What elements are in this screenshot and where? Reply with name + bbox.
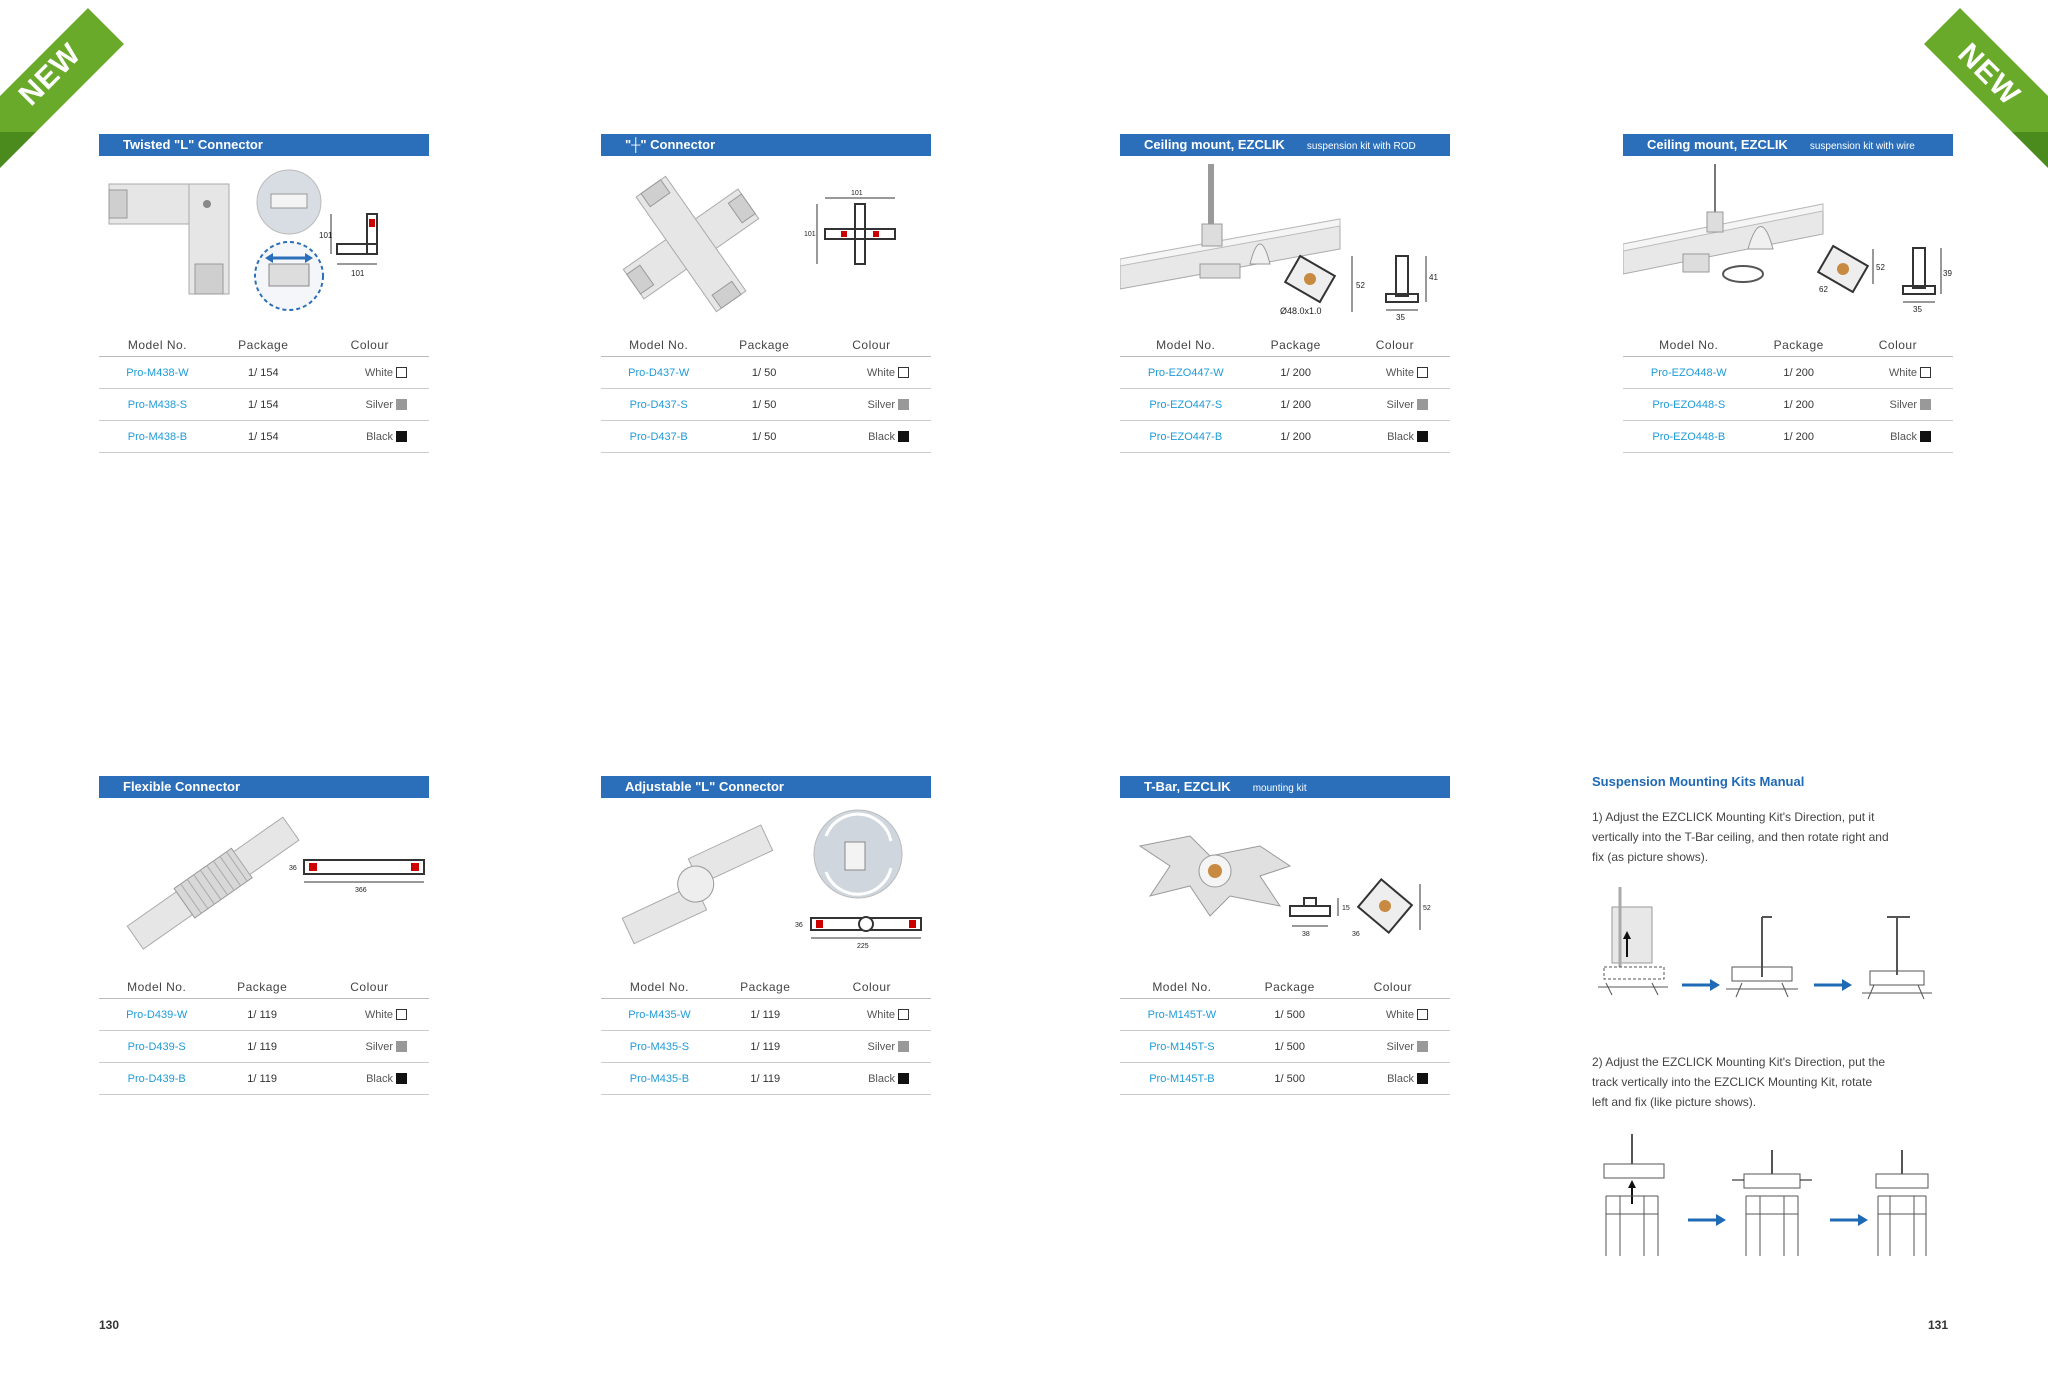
colour-label: Black [366, 430, 393, 443]
step-1-illustration [1592, 887, 1952, 1017]
product-title: Ceiling mount, EZCLIK [1647, 137, 1788, 152]
step-line: vertically into the T-Bar ceiling, and then rotate right and [1592, 830, 1889, 844]
model-no: Pro-D439-B [99, 1063, 214, 1095]
model-no: Pro-M438-B [99, 421, 216, 453]
table-row [1623, 357, 1953, 389]
step-line: 1) Adjust the EZCLICK Mounting Kit's Direction, put it [1592, 810, 1875, 824]
colour-cell [311, 357, 429, 389]
colour-swatch [396, 1009, 407, 1020]
dim-label: 52 [1423, 905, 1431, 912]
table-header [99, 976, 429, 999]
colour-swatch [1417, 1009, 1428, 1020]
colour-cell [310, 1063, 429, 1095]
product-title: Ceiling mount, EZCLIK [1144, 137, 1285, 152]
model-no: Pro-M435-B [601, 1063, 718, 1095]
colour-swatch [1417, 1073, 1428, 1084]
dim-label: 36 [289, 865, 297, 872]
model-no: Pro-EZO447-S [1120, 389, 1252, 421]
model-no: Pro-M435-S [601, 1031, 718, 1063]
model-header: Model No. [1120, 976, 1244, 999]
table-header [601, 334, 931, 357]
table-row [601, 421, 931, 453]
product-title: Twisted "L" Connector [123, 137, 263, 152]
product-table [601, 334, 931, 453]
model-no: Pro-D439-W [99, 999, 214, 1031]
product-subtitle: suspension kit with ROD [1306, 141, 1416, 152]
model-no: Pro-D439-S [99, 1031, 214, 1063]
table-row [99, 421, 429, 453]
colour-swatch [1417, 1041, 1428, 1052]
dim-label: 101 [851, 190, 863, 197]
dim-label: 101 [351, 269, 365, 278]
package: 1/ 200 [1755, 389, 1843, 421]
table-row [601, 357, 931, 389]
package-header: Package [1755, 334, 1843, 357]
package: 1/ 154 [216, 421, 311, 453]
model-no: Pro-M438-S [99, 389, 216, 421]
colour-swatch [898, 1073, 909, 1084]
colour-swatch [898, 1009, 909, 1020]
colour-swatch [1417, 399, 1428, 410]
model-no: Pro-M438-W [99, 357, 216, 389]
colour-label: White [1888, 366, 1917, 379]
table-row [1120, 357, 1450, 389]
model-no: Pro-EZO448-S [1623, 389, 1755, 421]
colour-label: Black [1890, 430, 1917, 443]
colour-header: Colour [813, 976, 931, 999]
table-row [1120, 421, 1450, 453]
model-header: Model No. [1120, 334, 1252, 357]
colour-swatch [396, 1073, 407, 1084]
model-no: Pro-D437-S [601, 389, 716, 421]
model-header: Model No. [601, 976, 718, 999]
dim-label: 52 [1356, 281, 1365, 290]
package-header: Package [718, 976, 813, 999]
package: 1/ 154 [216, 389, 311, 421]
table-row [1623, 421, 1953, 453]
colour-swatch [1920, 399, 1931, 410]
colour-label: White [866, 1008, 895, 1021]
product-title-bar [1120, 134, 1450, 156]
table-row [601, 389, 931, 421]
page-number-right: 131 [1928, 1318, 1949, 1332]
product-title: T-Bar, EZCLIK [1144, 779, 1231, 794]
package: 1/ 200 [1252, 389, 1340, 421]
colour-swatch [396, 399, 407, 410]
page-number-left: 130 [99, 1318, 120, 1332]
model-header: Model No. [99, 334, 216, 357]
colour-swatch [1920, 367, 1931, 378]
product-title-bar [601, 134, 931, 156]
colour-swatch [1417, 367, 1428, 378]
colour-cell [1843, 421, 1953, 453]
dim-label: 225 [857, 943, 869, 950]
colour-cell [1843, 357, 1953, 389]
package: 1/ 500 [1244, 1063, 1336, 1095]
dim-label: 101 [319, 231, 333, 240]
product-table [601, 976, 931, 1095]
colour-label: Silver [1386, 398, 1414, 411]
dim-label: 35 [1396, 313, 1405, 322]
step-line: fix (as picture shows). [1592, 850, 1709, 864]
dim-label: Ø48.0x1.0 [1280, 306, 1322, 316]
colour-swatch [396, 431, 407, 442]
model-no: Pro-EZO448-B [1623, 421, 1755, 453]
colour-cell [1340, 389, 1450, 421]
colour-header: Colour [311, 334, 429, 357]
colour-cell [310, 1031, 429, 1063]
table-row [99, 1031, 429, 1063]
dim-label: 15 [1342, 905, 1350, 912]
package-header: Package [716, 334, 811, 357]
dim-label: 36 [1352, 931, 1360, 938]
colour-header: Colour [1340, 334, 1450, 357]
product-image [99, 806, 429, 966]
suspension-manual [1592, 774, 1922, 1269]
new-badge-left: NEW [12, 37, 88, 113]
dim-label: 41 [1429, 273, 1438, 282]
colour-swatch [898, 431, 909, 442]
colour-label: Silver [867, 398, 895, 411]
product-table [1120, 976, 1450, 1095]
colour-label: White [364, 1008, 393, 1021]
colour-label: White [866, 366, 895, 379]
colour-header: Colour [812, 334, 931, 357]
package-header: Package [1244, 976, 1336, 999]
package-header: Package [1252, 334, 1340, 357]
colour-cell [813, 1031, 931, 1063]
package: 1/ 200 [1252, 357, 1340, 389]
product-table [99, 334, 429, 453]
step-line: left and fix (like picture shows). [1592, 1095, 1757, 1109]
colour-header: Colour [1843, 334, 1953, 357]
colour-header: Colour [1336, 976, 1450, 999]
package: 1/ 50 [716, 357, 811, 389]
table-header [99, 334, 429, 357]
dim-label: 52 [1876, 263, 1885, 272]
colour-cell [813, 1063, 931, 1095]
colour-cell [311, 421, 429, 453]
dim-label: 366 [355, 887, 367, 894]
package: 1/ 50 [716, 421, 811, 453]
package: 1/ 119 [718, 1031, 813, 1063]
colour-swatch [898, 1041, 909, 1052]
table-header [1120, 334, 1450, 357]
product-table [99, 976, 429, 1095]
product-subtitle: mounting kit [1252, 783, 1307, 794]
dim-label: 36 [795, 922, 803, 929]
colour-cell [1336, 1063, 1450, 1095]
manual-step-1 [1592, 807, 1922, 867]
colour-label: Black [1387, 1072, 1414, 1085]
table-row [601, 999, 931, 1031]
product-title: Adjustable "L" Connector [625, 779, 784, 794]
table-row [1120, 1063, 1450, 1095]
package: 1/ 119 [214, 999, 309, 1031]
package: 1/ 50 [716, 389, 811, 421]
package-header: Package [216, 334, 311, 357]
new-badge-right: NEW [1951, 37, 2027, 113]
colour-label: Silver [867, 1040, 895, 1053]
model-no: Pro-EZO447-W [1120, 357, 1252, 389]
product-image [601, 806, 931, 966]
colour-cell [813, 999, 931, 1031]
manual-title: Suspension Mounting Kits Manual [1592, 774, 1805, 789]
step-line: 2) Adjust the EZCLICK Mounting Kit's Direction, put the [1592, 1055, 1886, 1069]
model-no: Pro-M145T-B [1120, 1063, 1244, 1095]
table-header [1120, 976, 1450, 999]
colour-cell [1336, 999, 1450, 1031]
product-table [1120, 334, 1450, 453]
table-row [601, 1063, 931, 1095]
colour-label: White [364, 366, 393, 379]
product-image [1120, 806, 1450, 966]
model-header: Model No. [1623, 334, 1755, 357]
model-header: Model No. [99, 976, 214, 999]
product-subtitle: suspension kit with wire [1809, 141, 1915, 152]
table-row [99, 1063, 429, 1095]
step-line: track vertically into the EZCLICK Mounting Kit, rotate [1592, 1075, 1873, 1089]
package: 1/ 119 [214, 1031, 309, 1063]
colour-label: Black [366, 1072, 393, 1085]
table-row [99, 389, 429, 421]
table-header [601, 976, 931, 999]
colour-swatch [396, 367, 407, 378]
model-no: Pro-M145T-S [1120, 1031, 1244, 1063]
dim-label: 35 [1913, 305, 1922, 314]
model-no: Pro-D437-W [601, 357, 716, 389]
colour-swatch [1920, 431, 1931, 442]
package: 1/ 119 [214, 1063, 309, 1095]
dim-label: 101 [804, 231, 816, 238]
product-title: Flexible Connector [123, 779, 241, 794]
model-no: Pro-M145T-W [1120, 999, 1244, 1031]
colour-swatch [898, 399, 909, 410]
package: 1/ 119 [718, 1063, 813, 1095]
colour-swatch [898, 367, 909, 378]
colour-swatch [1417, 431, 1428, 442]
colour-cell [310, 999, 429, 1031]
colour-cell [1340, 357, 1450, 389]
colour-header: Colour [310, 976, 429, 999]
table-row [99, 357, 429, 389]
package: 1/ 119 [718, 999, 813, 1031]
table-header [1623, 334, 1953, 357]
colour-cell [311, 389, 429, 421]
product-image [1120, 164, 1450, 324]
model-header: Model No. [601, 334, 716, 357]
colour-cell [1336, 1031, 1450, 1063]
colour-label: Black [1387, 430, 1414, 443]
product-table [1623, 334, 1953, 453]
model-no: Pro-EZO448-W [1623, 357, 1755, 389]
colour-label: Silver [1386, 1040, 1414, 1053]
product-image [601, 164, 931, 324]
table-row [99, 999, 429, 1031]
package: 1/ 500 [1244, 999, 1336, 1031]
colour-label: White [1385, 366, 1414, 379]
colour-label: Black [868, 1072, 895, 1085]
product-title-bar [99, 134, 429, 156]
table-row [1623, 389, 1953, 421]
colour-cell [812, 421, 931, 453]
table-row [1120, 1031, 1450, 1063]
table-row [1120, 389, 1450, 421]
colour-cell [812, 357, 931, 389]
manual-step-2 [1592, 1052, 1922, 1112]
product-title-bar [601, 776, 931, 798]
dim-label: 38 [1302, 931, 1310, 938]
step-2-illustration [1592, 1134, 1952, 1264]
colour-label: Silver [365, 398, 393, 411]
colour-label: Silver [365, 1040, 393, 1053]
product-title-bar [1623, 134, 1953, 156]
product-title: "┼" Connector [625, 137, 716, 152]
dim-label: 62 [1819, 285, 1828, 294]
product-image [99, 164, 429, 324]
package: 1/ 154 [216, 357, 311, 389]
model-no: Pro-M435-W [601, 999, 718, 1031]
package-header: Package [214, 976, 309, 999]
package: 1/ 200 [1252, 421, 1340, 453]
product-title-bar [99, 776, 429, 798]
package: 1/ 200 [1755, 421, 1843, 453]
colour-label: White [1385, 1008, 1414, 1021]
colour-cell [812, 389, 931, 421]
product-title-bar [1120, 776, 1450, 798]
colour-cell [1340, 421, 1450, 453]
table-row [601, 1031, 931, 1063]
colour-cell [1843, 389, 1953, 421]
dim-label: 39 [1943, 269, 1952, 278]
product-image [1623, 164, 1953, 324]
model-no: Pro-EZO447-B [1120, 421, 1252, 453]
model-no: Pro-D437-B [601, 421, 716, 453]
colour-label: Black [868, 430, 895, 443]
table-row [1120, 999, 1450, 1031]
colour-label: Silver [1889, 398, 1917, 411]
package: 1/ 500 [1244, 1031, 1336, 1063]
package: 1/ 200 [1755, 357, 1843, 389]
colour-swatch [396, 1041, 407, 1052]
